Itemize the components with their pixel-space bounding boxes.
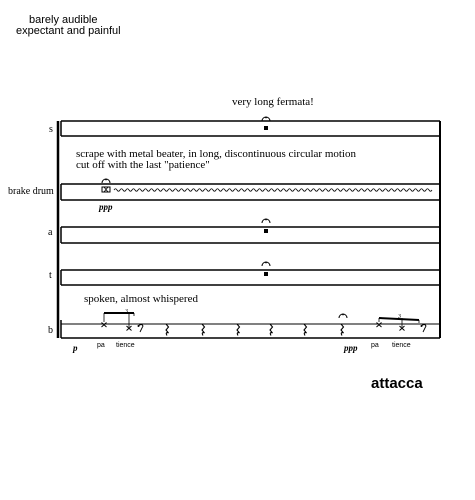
trill-wavy-line: [114, 189, 432, 192]
tuplet-number-1: 3: [125, 309, 128, 315]
attacca-marking: attacca: [371, 375, 423, 392]
quarter-rest: [270, 324, 273, 336]
staff-b: [61, 320, 440, 338]
quarter-rest: [304, 324, 307, 336]
staff-label-s: s: [49, 124, 53, 135]
rest-fermata-t: [262, 262, 270, 276]
quarter-rest: [166, 324, 169, 336]
staff-label-brake-drum: brake drum: [8, 186, 54, 197]
brake-drum-note: [102, 179, 110, 192]
staff-label-t: t: [49, 270, 52, 281]
staff-brake-drum: [61, 184, 440, 200]
quarter-rest: [341, 324, 344, 336]
dynamic-brake-drum-ppp: ppp: [99, 202, 113, 212]
staff-label-a: a: [48, 227, 53, 238]
staff-s: [61, 121, 440, 136]
quarter-rest: [202, 324, 205, 336]
tuplet-number-2: 3: [398, 314, 401, 320]
b-fermata: [339, 314, 347, 318]
dynamic-b-p: p: [73, 343, 78, 353]
quarter-rests: [166, 324, 344, 336]
lyric-pa-2: pa: [371, 342, 379, 349]
spoken-instruction: spoken, almost whispered: [84, 293, 198, 305]
brake-drum-instruction-line1: scrape with metal beater, in long, discontinuous circular motion: [76, 148, 356, 160]
staff-label-b: b: [48, 325, 53, 336]
rest-fermata-s: [262, 117, 270, 130]
fermata-note: very long fermata!: [232, 96, 314, 108]
header-instruction-line2: expectant and painful: [16, 25, 121, 37]
staff-t: [61, 270, 440, 285]
quarter-rest: [237, 324, 240, 336]
rest-fermata-a: [262, 219, 270, 233]
lyric-tience-2: tience: [392, 342, 411, 349]
lyric-pa-1: pa: [97, 342, 105, 349]
dynamic-b-ppp: ppp: [344, 343, 358, 353]
tuplet-group-1: [102, 309, 144, 332]
header-instruction-line1: barely audible: [29, 14, 98, 26]
brake-drum-instruction-line2: cut off with the last "patience": [76, 159, 210, 171]
staff-a: [61, 227, 440, 243]
tuplet-group-2: [377, 314, 427, 332]
lyric-tience-1: tience: [116, 342, 135, 349]
